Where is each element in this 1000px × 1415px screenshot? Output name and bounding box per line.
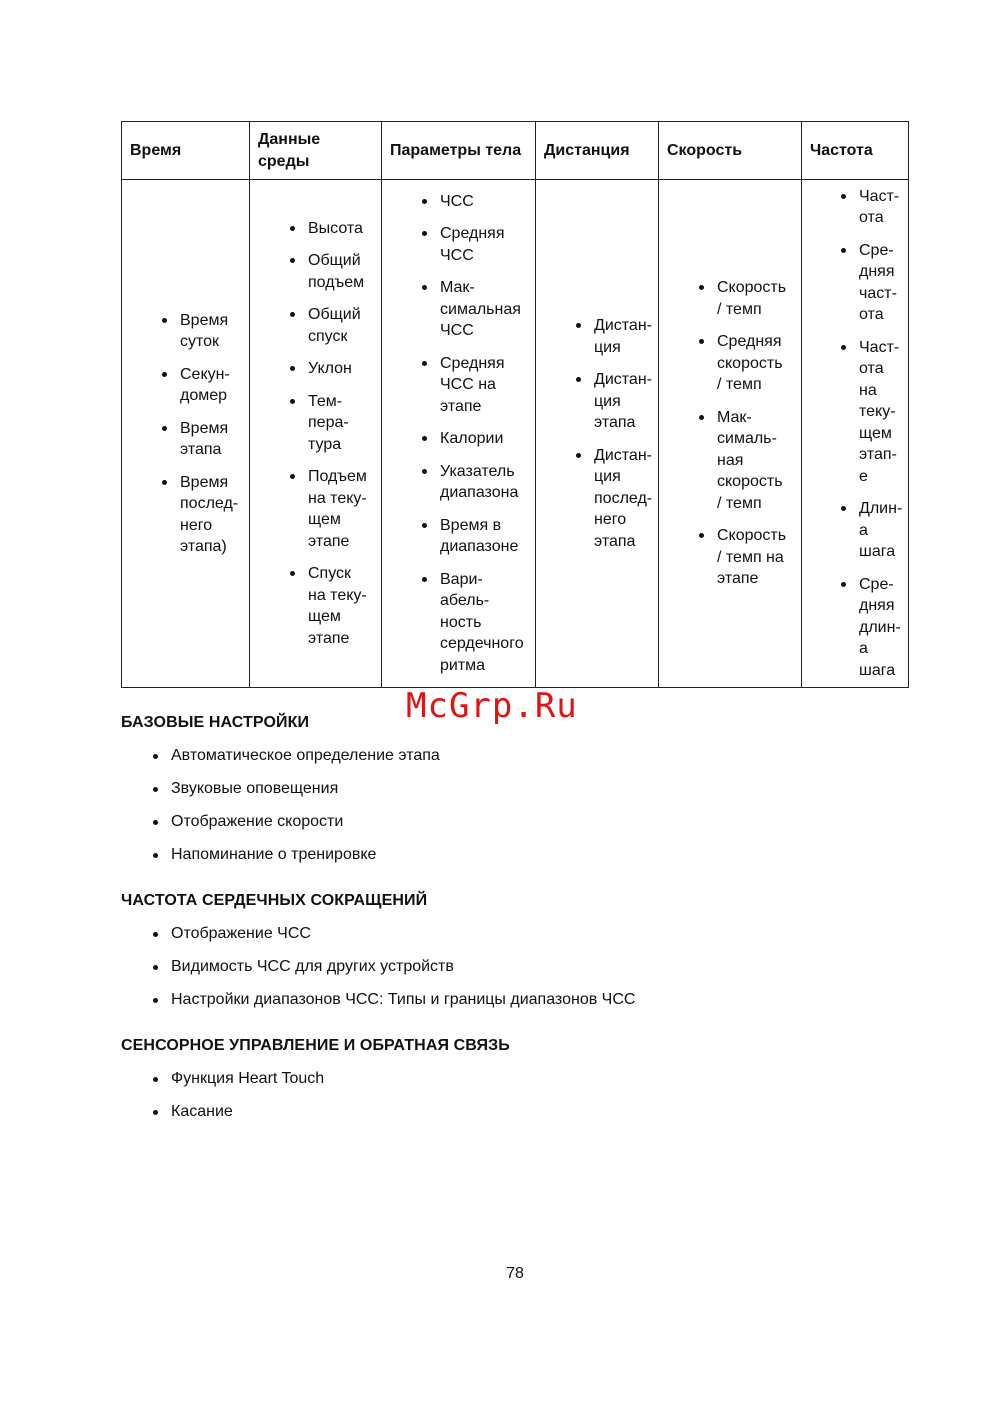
data-fields-table [121, 121, 909, 688]
table-body-row [122, 180, 909, 688]
table-header-row [122, 122, 909, 180]
list-item: Напоминание о тренировке [121, 844, 901, 866]
list-item: Отображение скорости [121, 811, 901, 833]
page-number: 78 [506, 1265, 524, 1282]
list-item: Длин- а шага [859, 498, 908, 563]
section-title: БАЗОВЫЕ НАСТРОЙКИ [121, 714, 310, 731]
environment-list [250, 218, 381, 650]
list-item: Касание [121, 1101, 901, 1123]
list-item: Част- ота на теку- щем этап- е [859, 337, 908, 488]
list-item: Общий подъем [308, 250, 381, 293]
list-item: Дистан- ция [594, 315, 658, 358]
list-item: Подъем на теку- щем этапе [308, 466, 381, 552]
list-item: Средняя ЧСС [440, 223, 535, 266]
time-cell [122, 180, 250, 688]
list-item: Мак- сималь- ная скорость / темп [717, 407, 801, 515]
list-item: Звуковые оповещения [121, 778, 901, 800]
list-item: Общий спуск [308, 304, 381, 347]
speed-list [659, 277, 801, 590]
time-list [122, 310, 249, 558]
list-item: Указатель диапазона [440, 461, 535, 504]
list-item: Время послед- него этапа) [180, 472, 249, 558]
list-item: Время этапа [180, 418, 249, 461]
distance-list [536, 315, 658, 552]
body-cell [382, 180, 536, 688]
list-item: Дистан- ция этапа [594, 369, 658, 434]
cadence-list [802, 186, 908, 682]
list-item: Сре- дняя длин- а шага [859, 574, 908, 682]
list-item: Скорость / темп на этапе [717, 525, 801, 590]
list-item: Спуск на теку- щем этапе [308, 563, 381, 649]
header-cadence: Частота [802, 122, 909, 180]
list-item: Сре- дняя част- ота [859, 240, 908, 326]
cadence-cell [802, 180, 909, 688]
header-time: Время [122, 122, 250, 180]
list-item: Тем- пера- тура [308, 391, 381, 456]
body-list [382, 191, 535, 677]
list-item: Высота [308, 218, 381, 240]
speed-cell [659, 180, 802, 688]
distance-cell [536, 180, 659, 688]
basic-settings-section [121, 712, 901, 866]
list-item: Отображение ЧСС [121, 923, 901, 945]
list-item: Видимость ЧСС для других устройств [121, 956, 901, 978]
header-speed: Скорость [659, 122, 802, 180]
list-item: Дистан- ция послед- него этапа [594, 445, 658, 553]
list-item: Время суток [180, 310, 249, 353]
header-environment: Данные среды [250, 122, 382, 180]
list-item: Средняя скорость / темп [717, 331, 801, 396]
list-item: Част- ота [859, 186, 908, 229]
heart-rate-section [121, 890, 901, 1011]
watermark-text: McGrp.Ru [406, 686, 578, 726]
touch-feedback-list [121, 1068, 901, 1123]
section-title: ЧАСТОТА СЕРДЕЧНЫХ СОКРАЩЕНИЙ [121, 892, 428, 909]
touch-feedback-section [121, 1035, 901, 1123]
environment-cell [250, 180, 382, 688]
list-item: ЧСС [440, 191, 535, 213]
list-item: Автоматическое определение этапа [121, 745, 901, 767]
list-item: Настройки диапазонов ЧСС: Типы и границы диапазонов ЧСС [121, 989, 901, 1011]
heart-rate-list [121, 923, 901, 1011]
header-body: Параметры тела [382, 122, 536, 180]
list-item: Функция Heart Touch [121, 1068, 901, 1090]
list-item: Вари- абель- ность сердечного ритма [440, 569, 535, 677]
list-item: Время в диапазоне [440, 515, 535, 558]
list-item: Уклон [308, 358, 381, 380]
list-item: Скорость / темп [717, 277, 801, 320]
section-title: СЕНСОРНОЕ УПРАВЛЕНИЕ И ОБРАТНАЯ СВЯЗЬ [121, 1037, 510, 1054]
list-item: Секун- домер [180, 364, 249, 407]
header-distance: Дистанция [536, 122, 659, 180]
list-item: Мак- симальная ЧСС [440, 277, 535, 342]
basic-settings-list [121, 745, 901, 866]
list-item: Средняя ЧСС на этапе [440, 353, 535, 418]
list-item: Калории [440, 428, 535, 450]
